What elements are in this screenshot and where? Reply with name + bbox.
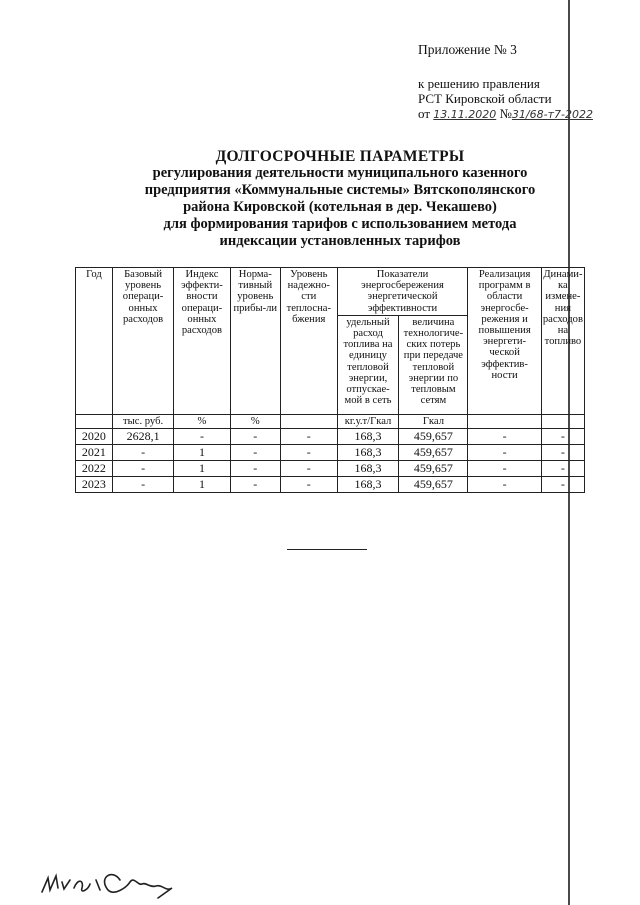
decision-date: 13.11.2020: [433, 108, 497, 121]
unit-cell: [541, 414, 584, 428]
decision-reference: [418, 76, 593, 122]
decision-line-1: к решению правления: [418, 76, 540, 91]
separator-line: [287, 549, 367, 550]
cell-programs: -: [468, 445, 541, 461]
title-line-4: района Кировской (котельная в дер. Чекашево): [183, 199, 497, 215]
cell-losses: 459,657: [399, 477, 468, 493]
handwritten-signature: [38, 858, 218, 900]
cell-year: 2022: [76, 461, 113, 477]
header-energy-indicators: Показатели энергосбережения энергетической эффективности: [337, 268, 468, 316]
header-heat-losses: величина технологиче-ских потерь при передаче тепловой энергии по тепловым сетям: [399, 315, 468, 414]
cell-programs: -: [468, 429, 541, 445]
header-year: Год: [76, 268, 113, 415]
cell-reliability: -: [280, 461, 337, 477]
cell-index: -: [174, 429, 230, 445]
unit-cell: Гкал: [399, 414, 468, 428]
cell-fuel: 168,3: [337, 429, 399, 445]
cell-reliability: -: [280, 477, 337, 493]
decision-number: 31/68-т7-2022: [511, 108, 593, 121]
cell-base: -: [112, 477, 173, 493]
table-row: [76, 429, 585, 445]
cell-year: 2023: [76, 477, 113, 493]
header-base-expenses: Базовый уровень операци-онных расходов: [112, 268, 173, 415]
unit-cell: [76, 414, 113, 428]
cell-dynamics: -: [541, 429, 584, 445]
cell-fuel: 168,3: [337, 477, 399, 493]
table-row: [76, 461, 585, 477]
cell-dynamics: -: [541, 461, 584, 477]
header-efficiency-index: Индекс эффекти-вности операци-онных расходов: [174, 268, 230, 415]
unit-cell: %: [230, 414, 280, 428]
header-reliability: Уровень надежно-сти теплосна-бжения: [280, 268, 337, 415]
unit-cell: кг.у.т/Гкал: [337, 414, 399, 428]
cell-index: 1: [174, 477, 230, 493]
cell-year: 2021: [76, 445, 113, 461]
cell-profit: -: [230, 477, 280, 493]
from-label: от: [418, 106, 431, 121]
cell-profit: -: [230, 429, 280, 445]
cell-reliability: -: [280, 429, 337, 445]
appendix-label: Приложение № 3: [418, 42, 517, 57]
cell-fuel: 168,3: [337, 461, 399, 477]
cell-year: 2020: [76, 429, 113, 445]
cell-base: 2628,1: [112, 429, 173, 445]
cell-index: 1: [174, 445, 230, 461]
title-line-6: индексации установленных тарифов: [219, 233, 461, 249]
header-profit-level: Норма-тивный уровень прибы-ли: [230, 268, 280, 415]
units-row: [76, 414, 585, 428]
cell-fuel: 168,3: [337, 445, 399, 461]
table-row: [76, 445, 585, 461]
header-fuel-consumption: удельный расход топлива на единицу тепловой энергии, отпускае-мой в сеть: [337, 315, 399, 414]
cell-programs: -: [468, 477, 541, 493]
cell-index: 1: [174, 461, 230, 477]
number-label: №: [499, 106, 512, 121]
header-row-1: [76, 268, 585, 316]
header-programs: Реализация программ в области энергосбе-режения и повышения энергети-ческой эффектив-ности: [468, 268, 541, 415]
table-row: [76, 477, 585, 493]
unit-cell: %: [174, 414, 230, 428]
cell-dynamics: -: [541, 477, 584, 493]
title-line-5: для формирования тарифов с использованием метода: [163, 216, 517, 232]
cell-programs: -: [468, 461, 541, 477]
header-fuel-dynamics: Динами-ка измене-ния расходов на топливо: [541, 268, 584, 415]
unit-cell: тыс. руб.: [112, 414, 173, 428]
cell-base: -: [112, 445, 173, 461]
unit-cell: [280, 414, 337, 428]
unit-cell: [468, 414, 541, 428]
decision-line-3: [418, 106, 593, 122]
cell-losses: 459,657: [399, 429, 468, 445]
cell-profit: -: [230, 461, 280, 477]
cell-losses: 459,657: [399, 461, 468, 477]
title-line-3: предприятия «Коммунальные системы» Вятскополянского: [144, 182, 536, 198]
cell-dynamics: -: [541, 445, 584, 461]
cell-profit: -: [230, 445, 280, 461]
cell-base: -: [112, 461, 173, 477]
cell-reliability: -: [280, 445, 337, 461]
title-line-2: регулирования деятельности муниципального казенного: [152, 165, 528, 181]
document-title: [90, 148, 590, 250]
cell-losses: 459,657: [399, 445, 468, 461]
title-line-1: ДОЛГОСРОЧНЫЕ ПАРАМЕТРЫ: [215, 148, 465, 165]
parameters-table: [75, 267, 585, 493]
decision-line-2: РСТ Кировской области: [418, 91, 552, 106]
